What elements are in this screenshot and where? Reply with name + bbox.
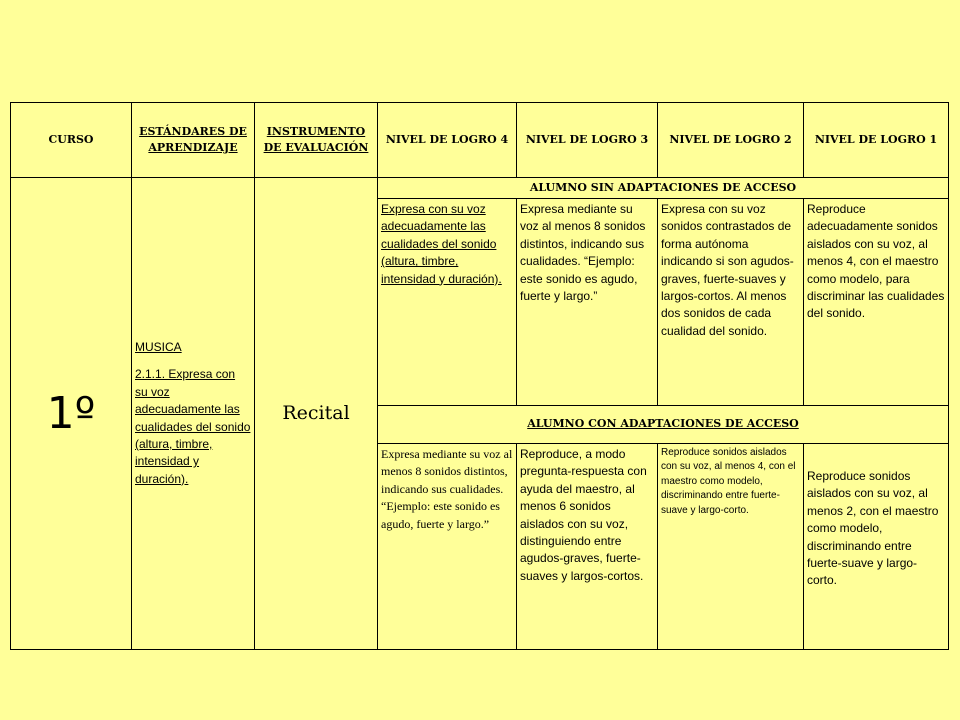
section-title-con-adaptaciones: ALUMNO CON ADAPTACIONES DE ACCESO — [378, 405, 949, 443]
header-nivel-2: NIVEL DE LOGRO 2 — [658, 103, 804, 178]
area-label: MUSICA — [135, 339, 182, 354]
header-row — [11, 103, 949, 178]
evaluation-table — [10, 102, 949, 650]
estandar-text: 2.1.1. Expresa con su voz adecuadamente las cualidades del sonido (altura, timbre, intensidad y duración). — [135, 367, 251, 486]
section-row-sin — [11, 178, 949, 199]
curso-cell: 1º — [11, 178, 132, 650]
header-estandares: ESTÁNDARES DE APRENDIZAJE — [132, 103, 255, 178]
header-instrumento: INSTRUMENTO DE EVALUACIÓN — [255, 103, 378, 178]
con-nivel-4: Expresa mediante su voz al menos 8 sonidos distintos, indicando sus cualidades. “Ejemplo: este sonido es agudo, fuerte y largo.” — [378, 443, 517, 649]
sin-nivel-3: Expresa mediante su voz al menos 8 sonidos distintos, indicando sus cualidades. “Ejemplo: este sonido es agudo, fuerte y largo.” — [517, 198, 658, 405]
con-nivel-1: Reproduce sonidos aislados con su voz, al menos 2, con el maestro como modelo, discriminando entre fuerte-suave y largo-corto. — [804, 443, 949, 649]
estandar-cell — [132, 178, 255, 650]
header-nivel-4: NIVEL DE LOGRO 4 — [378, 103, 517, 178]
header-nivel-1: NIVEL DE LOGRO 1 — [804, 103, 949, 178]
con-nivel-2: Reproduce sonidos aislados con su voz, al menos 4, con el maestro como modelo, discriminando entre fuerte-suave y largo-corto. — [658, 443, 804, 649]
sin-nivel-1: Reproduce adecuadamente sonidos aislados con su voz, al menos 4, con el maestro como modelo, para discriminar las cualidades del sonido. — [804, 198, 949, 405]
header-nivel-3: NIVEL DE LOGRO 3 — [517, 103, 658, 178]
sin-nivel-2: Expresa con su voz sonidos contrastados de forma autónoma indicando si son agudos-graves, fuerte-suaves y largos-cortos. Al menos dos sonidos de cada cualidad del sonido. — [658, 198, 804, 405]
sin-nivel-4: Expresa con su voz adecuadamente las cualidades del sonido (altura, timbre, intensidad y duración). — [378, 198, 517, 405]
instrumento-cell: Recital — [255, 178, 378, 650]
section-title-sin-adaptaciones: ALUMNO SIN ADAPTACIONES DE ACCESO — [378, 178, 949, 199]
con-nivel-3: Reproduce, a modo pregunta-respuesta con ayuda del maestro, al menos 6 sonidos aislados con su voz, distinguiendo entre agudos-graves, fuerte-suaves y largos-cortos. — [517, 443, 658, 649]
header-curso: CURSO — [11, 103, 132, 178]
